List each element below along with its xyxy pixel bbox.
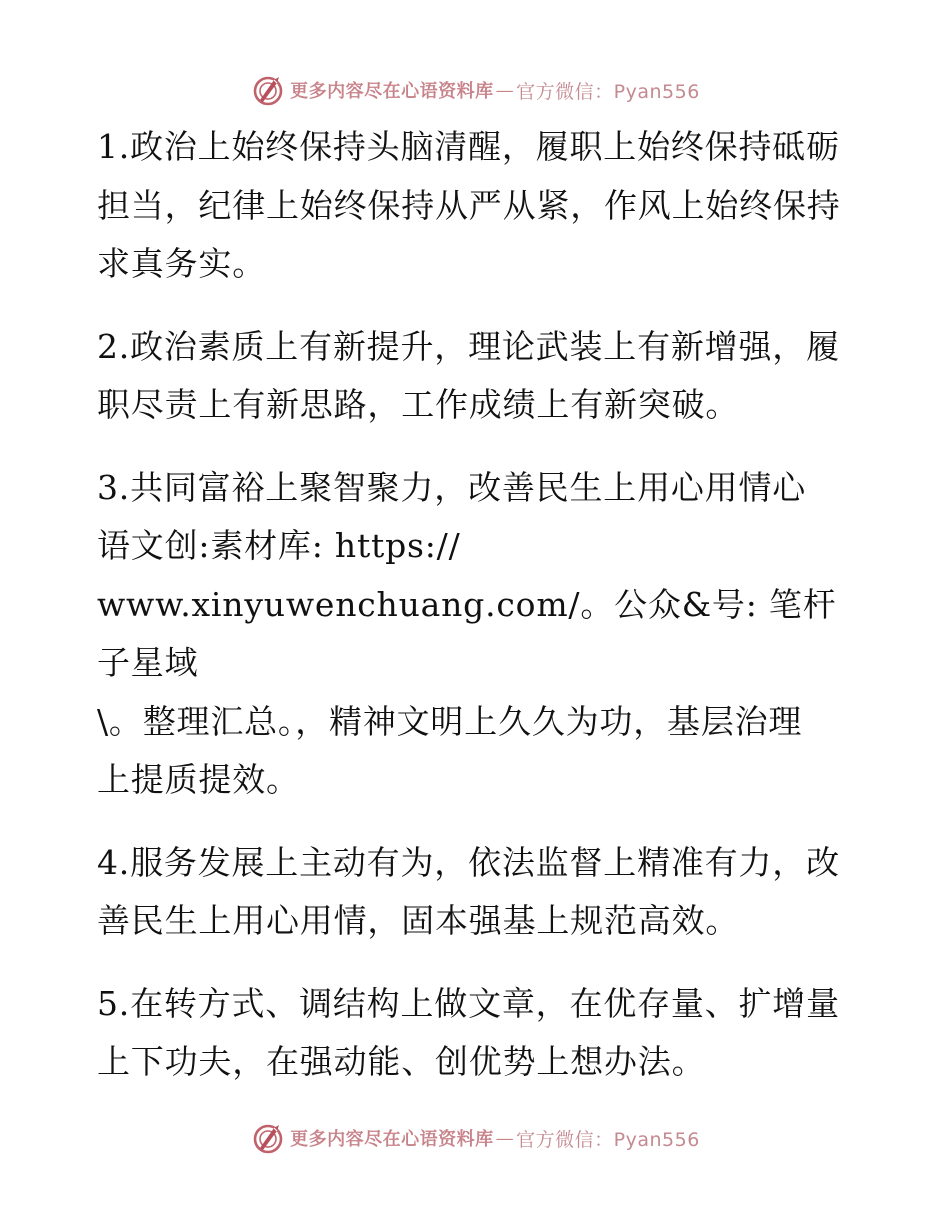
- watermark-banner-top: [0, 68, 950, 112]
- watermark-wechat: 官方微信：Pyan556: [516, 1128, 700, 1151]
- paragraph-2: 2.政治素质上有新提升，理论武装上有新增强，履职尽责上有新思路，工作成绩上有新突破。: [97, 326, 840, 424]
- paragraph-3-line-5: 上提质提效。: [97, 760, 300, 799]
- paragraph-3-line-2: 语文创:素材库: https://: [97, 526, 461, 565]
- watermark-dash: —: [495, 1127, 515, 1149]
- paragraph-3-line-3: www.xinyuwenchuang.com/。公众&号: 笔杆子星域: [97, 584, 837, 682]
- watermark-dash: —: [495, 79, 515, 101]
- watermark-site-name: 更多内容尽在心语资料库: [290, 81, 494, 102]
- document-body: [97, 118, 857, 1116]
- paragraph-1: 1.政治上始终保持头脑清醒，履职上始终保持砥砺担当，纪律上始终保持从严从紧，作风上始终保持求真务实。: [97, 127, 841, 283]
- quill-circle-logo-icon: [250, 1120, 286, 1156]
- watermark-wechat: 官方微信：Pyan556: [516, 80, 700, 103]
- paragraph-3-line-4: \。整理汇总。，精神文明上久久为功，基层治理: [97, 701, 803, 741]
- watermark-site-name: 更多内容尽在心语资料库: [290, 1129, 494, 1150]
- paragraph-3: [97, 459, 857, 810]
- quill-circle-logo-icon: [250, 72, 286, 108]
- watermark-banner-bottom: [0, 1116, 950, 1160]
- paragraph-3-line-1: 3.共同富裕上聚智聚力，改善民生上用心用情心: [97, 467, 807, 507]
- paragraph-4: 4.服务发展上主动有为，依法监督上精准有力，改善民生上用心用情，固本强基上规范高效。: [97, 842, 840, 940]
- paragraph-5: 5.在转方式、调结构上做文章，在优存量、扩增量上下功夫，在强动能、创优势上想办法。: [97, 983, 840, 1081]
